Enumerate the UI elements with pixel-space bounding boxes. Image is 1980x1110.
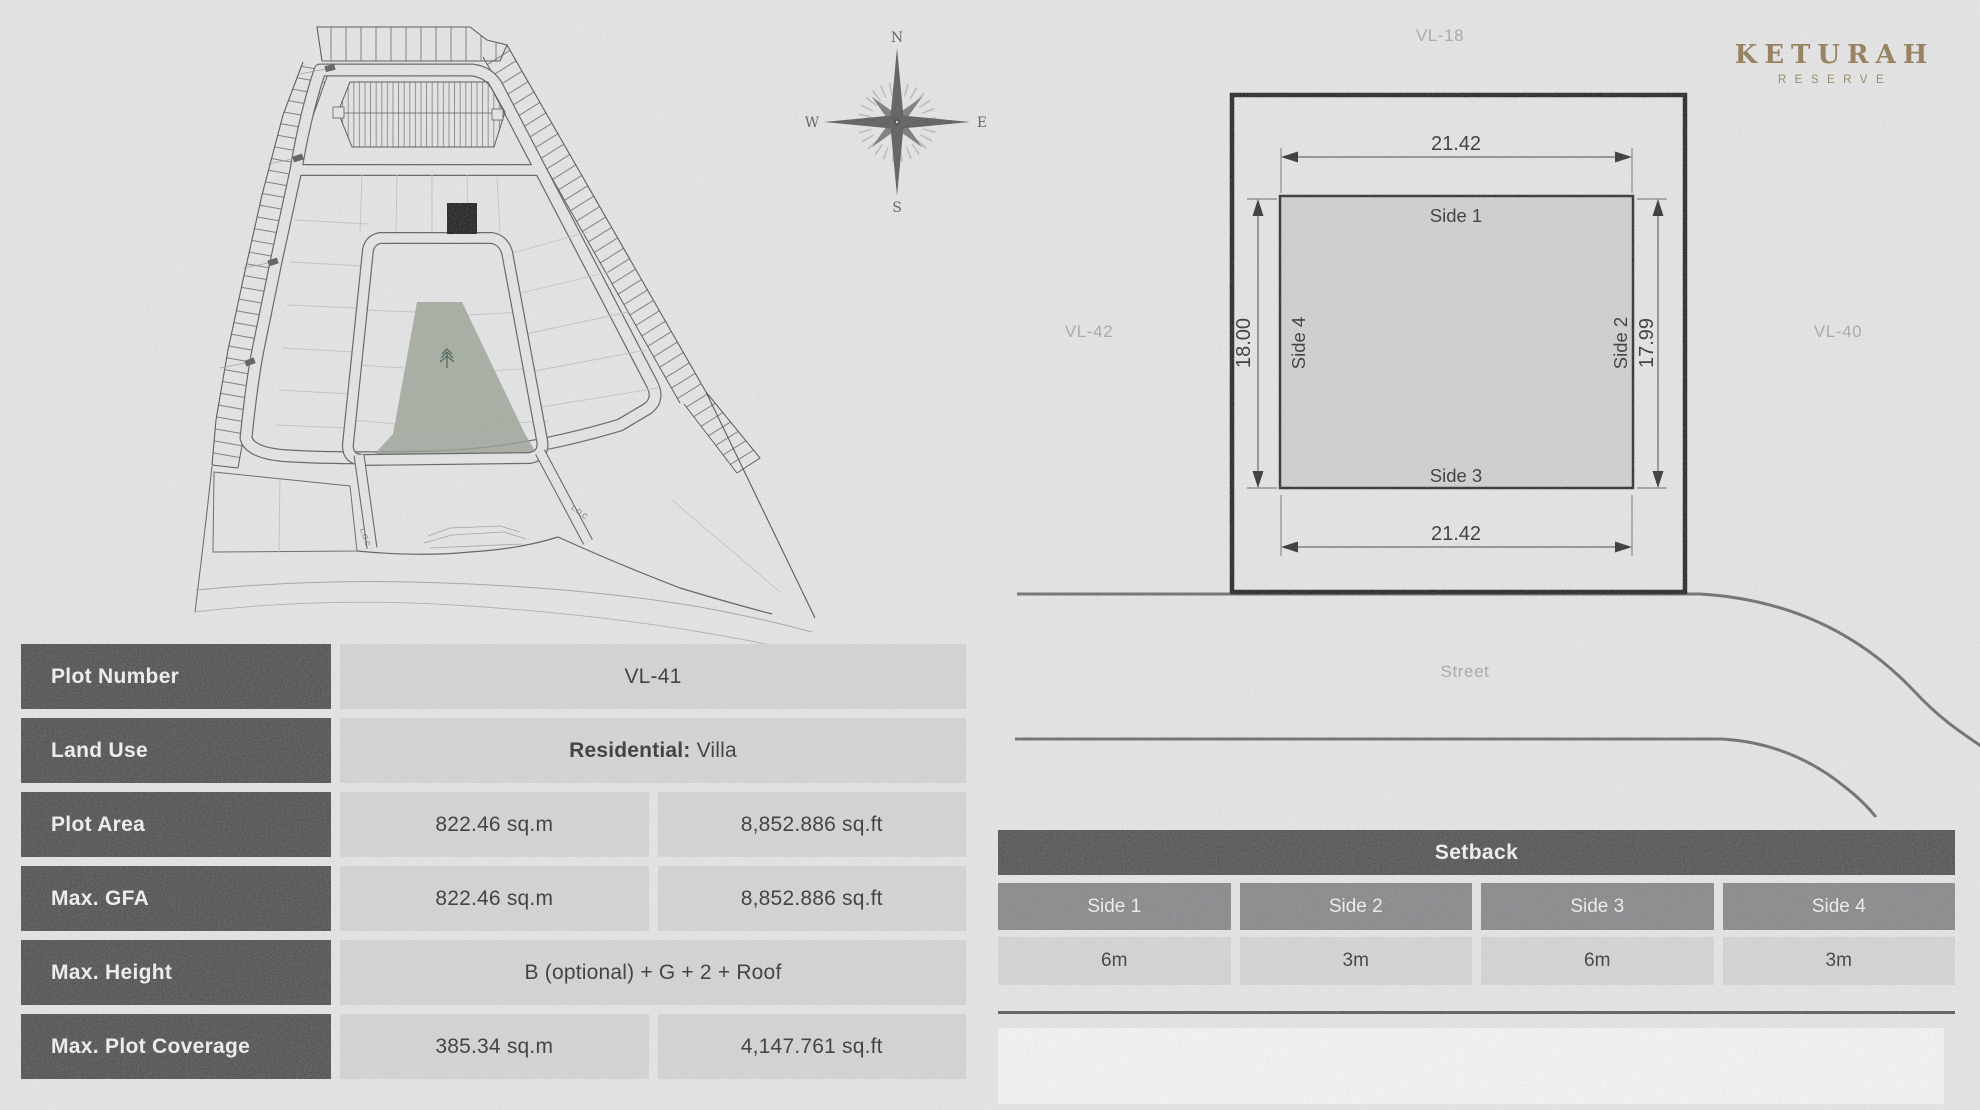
- setback-value-side2: 3m: [1240, 937, 1473, 985]
- setback-col-side2: Side 2: [1240, 883, 1473, 930]
- row-label-max-gfa: Max. GFA: [21, 866, 331, 931]
- building-row-top: [317, 27, 507, 61]
- loc-label-left: L.O.C: [358, 527, 371, 548]
- setback-col-side1: Side 1: [998, 883, 1231, 930]
- row-label-land-use: Land Use: [21, 718, 331, 783]
- side1-label: Side 1: [1429, 205, 1483, 226]
- compass-s-label: S: [892, 200, 902, 216]
- street-edge-bottom: [1015, 739, 1876, 817]
- setback-table-title: Setback: [998, 830, 1955, 875]
- neighbor-plot-label-right: VL-40: [1813, 322, 1863, 341]
- street-label: Street: [1440, 662, 1490, 681]
- marker-building-black: [447, 203, 477, 234]
- brand-logo-title: KETURAH: [1734, 40, 1935, 70]
- row-label-plot-number: Plot Number: [21, 644, 331, 709]
- neighbor-plot-label-left: VL-42: [1064, 322, 1114, 341]
- setback-value-side4: 3m: [1723, 937, 1956, 985]
- dimension-left-label: 18.00: [1233, 317, 1255, 369]
- brand-logo: [1718, 40, 1944, 86]
- plot-area-metric: 822.46 sq.m: [340, 792, 649, 857]
- side4-label: Side 4: [1288, 316, 1309, 370]
- table-row: [21, 792, 966, 857]
- compass-n-label: N: [890, 30, 904, 46]
- plot-area-imperial: 8,852.886 sq.ft: [658, 792, 967, 857]
- max-height-value: B (optional) + G + 2 + Roof: [340, 940, 966, 1005]
- table-row: [21, 940, 966, 1005]
- plot-number-value: VL-41: [340, 644, 966, 709]
- setback-table: [998, 830, 1955, 985]
- highlighted-park-plot: [393, 302, 525, 434]
- land-use-type: Villa: [690, 738, 737, 762]
- row-label-plot-area: Plot Area: [21, 792, 331, 857]
- max-gfa-metric: 822.46 sq.m: [340, 866, 649, 931]
- blank-panel: [998, 1028, 1944, 1104]
- row-label-max-height: Max. Height: [21, 940, 331, 1005]
- loc-label-right: L.O.C: [569, 504, 589, 521]
- dimension-bottom-label: 21.42: [1430, 523, 1482, 545]
- separator-line: [998, 1011, 1955, 1014]
- building-block-striped: [338, 82, 505, 147]
- plot-details-table: [21, 644, 966, 1088]
- side3-label: Side 3: [1429, 465, 1483, 486]
- table-row: [21, 718, 966, 783]
- setback-value-side3: 6m: [1481, 937, 1714, 985]
- max-plot-coverage-metric: 385.34 sq.m: [340, 1014, 649, 1079]
- site-plan-map: [0, 0, 850, 660]
- row-label-max-plot-coverage: Max. Plot Coverage: [21, 1014, 331, 1079]
- compass-w-label: W: [805, 115, 820, 131]
- table-row: [21, 644, 966, 709]
- plot-footprint: [1280, 196, 1633, 488]
- table-row: [21, 866, 966, 931]
- land-use-value: [340, 718, 966, 783]
- table-row: [21, 1014, 966, 1079]
- brand-logo-subtitle: RESERVE: [1777, 74, 1893, 86]
- setback-value-side1: 6m: [998, 937, 1231, 985]
- max-plot-coverage-imperial: 4,147.761 sq.ft: [658, 1014, 967, 1079]
- dimension-top-label: 21.42: [1430, 133, 1482, 155]
- compass-rose: [805, 26, 990, 221]
- setback-col-side3: Side 3: [1481, 883, 1714, 930]
- dimension-right-label: 17.99: [1636, 317, 1658, 369]
- side2-label: Side 2: [1610, 316, 1631, 370]
- compass-e-label: E: [976, 115, 988, 131]
- neighbor-plot-label-top: VL-18: [1415, 26, 1465, 45]
- max-gfa-imperial: 8,852.886 sq.ft: [658, 866, 967, 931]
- land-use-category: Residential:: [569, 738, 691, 762]
- plot-boundary-diagram: [1000, 80, 1980, 840]
- setback-col-side4: Side 4: [1723, 883, 1956, 930]
- parking-strip-right: [483, 45, 706, 403]
